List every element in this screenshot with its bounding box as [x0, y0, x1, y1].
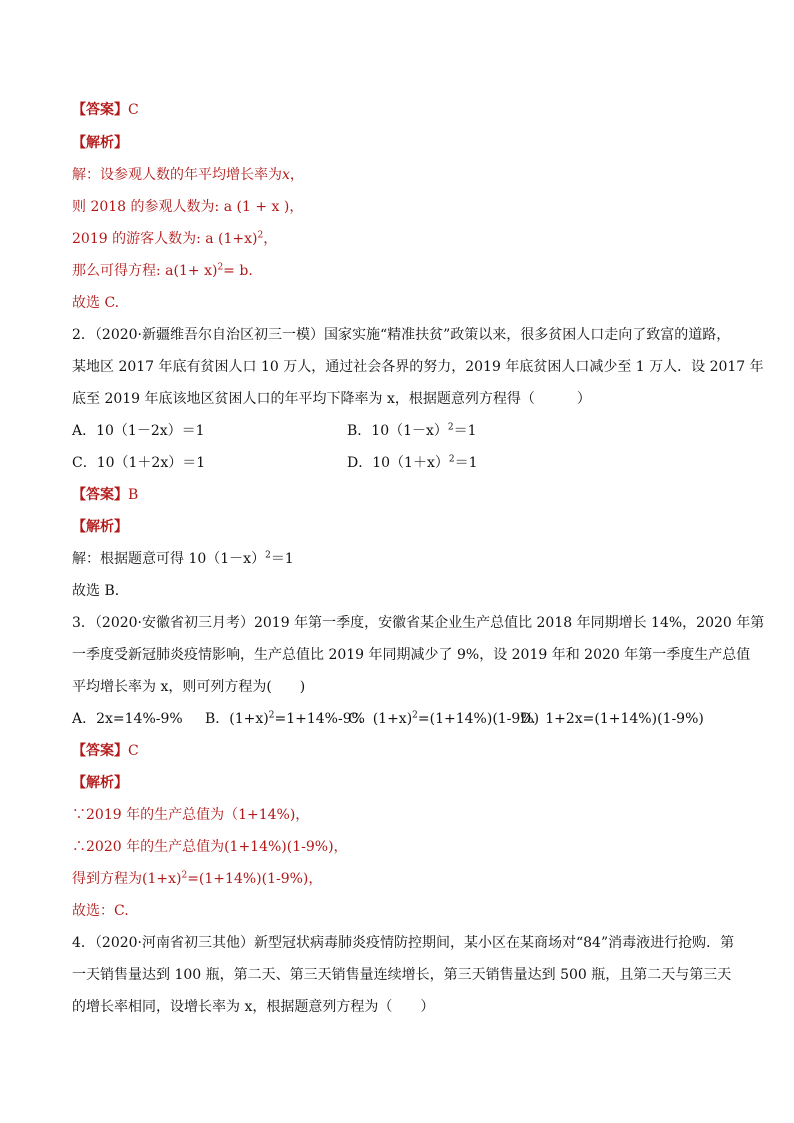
analysis-label: 【解析】	[72, 775, 128, 791]
q3-option-d: D．1+2x=(1+14%)(1-9%)	[520, 711, 704, 727]
q2-option-c: C．10（1＋2x）＝1	[72, 455, 206, 471]
answer-value: B	[128, 487, 139, 503]
q3-solution-line-4: 故选：C.	[72, 903, 129, 919]
q1-solution-line-3: 2019 的游客人数为: a $(1+x)^2$，	[72, 230, 278, 247]
q2-stem-line-3: 底至 2019 年底该地区贫困人口的年平均下降率为 x，根据题意列方程得（ ）	[72, 391, 591, 407]
q3-option-a: A．2x=14%-9%	[72, 711, 183, 727]
analysis-label: 【解析】	[72, 519, 128, 535]
answer-label: 【答案】	[72, 487, 128, 503]
q3-analysis-line	[72, 773, 128, 793]
q1-solution-line-2: 则 2018 的参观人数为: a (1 + x )，	[72, 199, 304, 215]
q1-solution-line-1: 解：设参观人数的年平均增长率为x，	[72, 167, 304, 183]
q3-answer-line	[72, 741, 139, 761]
q4-stem-line-2: 一天销售量达到 100 瓶，第二天、第三天销售量连续增长，第三天销售量达到 500 瓶，且第二天与第三天	[72, 967, 732, 983]
q2-solution-line-1: 解：根据题意可得 $10(1-x)^2=1$	[72, 550, 294, 567]
answer-label: 【答案】	[72, 102, 128, 118]
q3-stem-line-3: 平均增长率为 x，则可列方程为( )	[72, 679, 306, 695]
answer-value: C	[128, 743, 139, 759]
q4-stem-line-3: 的增长率相同，设增长率为 x，根据题意列方程为（ ）	[72, 999, 435, 1015]
q2-analysis-line	[72, 517, 128, 537]
q3-solution-line-2: ∴2020 年的生产总值为(1+14%)(1-9%)，	[72, 839, 348, 855]
q2-answer-line	[72, 485, 138, 505]
q1-analysis-line	[72, 133, 128, 153]
q1-answer-line	[72, 100, 139, 120]
q1-solution-line-4: 那么可得方程: $a(1+ x)^2= b$.	[72, 262, 253, 279]
answer-value: C	[128, 102, 139, 118]
q4-stem-line-1: 4．（2020·河南省初三其他）新型冠状病毒肺炎疫情防控期间，某小区在某商场对“84”消毒液进行抢购．第	[72, 935, 735, 951]
q2-stem-line-2: 某地区 2017 年底有贫困人口 10 万人，通过社会各界的努力，2019 年底贫困人口减少至 1 万人．设 2017 年	[72, 359, 764, 375]
q3-solution-line-1: ∵2019 年的生产总值为（1+14%)，	[72, 807, 310, 823]
q2-stem-line-1: 2．（2020·新疆维吾尔自治区初三一模）国家实施“精准扶贫”政策以来，很多贫困人口走向了致富的道路，	[72, 327, 731, 343]
q2-option-b: B．$10(1-x)^2=1$	[347, 422, 477, 439]
analysis-label: 【解析】	[72, 135, 128, 151]
q3-option-b: B．$(1+x)^2=1+14\%-9\%$	[205, 710, 365, 727]
q3-stem-line-2: 一季度受新冠肺炎疫情影响，生产总值比 2019 年同期减少了 9%，设 2019 年和 2020 年第一季度生产总值	[72, 647, 751, 663]
q3-option-c: C．$(1+x)^2=(1+14\%)(1-9\%)$	[348, 710, 540, 727]
q3-stem-line-1: 3．（2020·安徽省初三月考）2019 年第一季度，安徽省某企业生产总值比 2018 年同期增长 14%，2020 年第	[72, 615, 765, 631]
answer-label: 【答案】	[72, 743, 128, 759]
q2-option-d: D．$10(1+x)^2=1$	[347, 454, 478, 471]
q2-solution-line-2: 故选 B．	[72, 583, 129, 599]
q3-solution-line-3: 得到方程为$(1+x)^2=(1+14\%)(1-9\%)$，	[72, 870, 323, 887]
q1-solution-line-5: 故选 C.	[72, 295, 120, 311]
q2-option-a: A．10（1－2x）＝1	[72, 423, 205, 439]
